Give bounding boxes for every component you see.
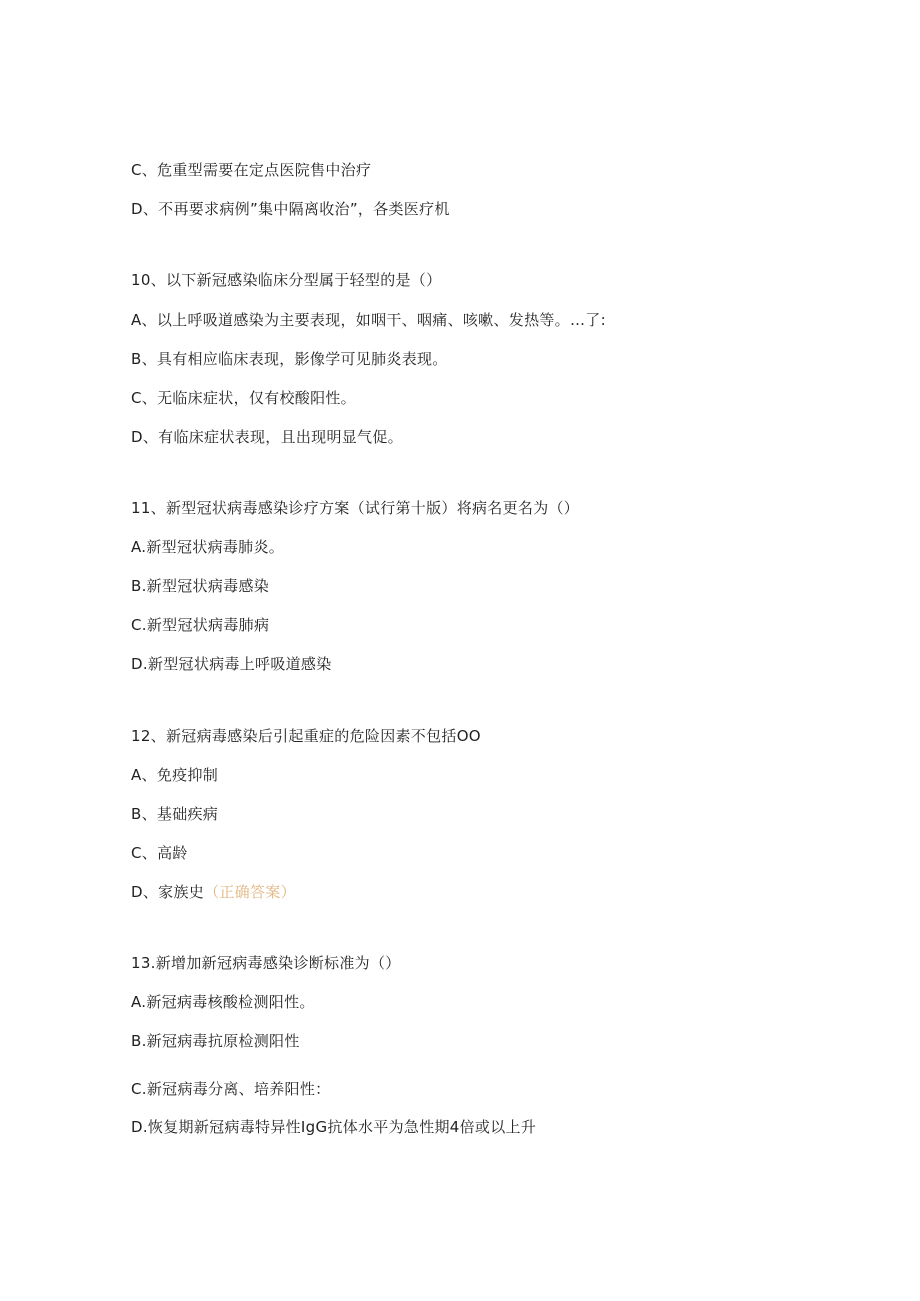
- q12-option-d: [131, 882, 296, 902]
- q13-option-d: D.恢复期新冠病毒特异性IgG抗体水平为急性期4倍或以上升: [131, 1118, 537, 1136]
- q12-option-b: B、基础疾病: [131, 805, 219, 823]
- q11-question: 11、新型冠状病毒感染诊疗方案（试行第十版）将病名更名为（）: [131, 499, 580, 517]
- q13-option-a: A.新冠病毒核酸检测阳性。: [131, 993, 315, 1011]
- q12-option-a: A、免疫抑制: [131, 766, 219, 784]
- q11-option-b: B.新型冠状病毒感染: [131, 577, 270, 595]
- q13-option-c: C.新冠病毒分离、培养阳性：: [131, 1080, 331, 1098]
- q11-option-a: A.新型冠状病毒肺炎。: [131, 538, 285, 556]
- q10-question: 10、以下新冠感染临床分型属于轻型的是（）: [131, 271, 442, 289]
- q10-option-d: D、有临床症状表现，且出现明显气促。: [131, 428, 403, 446]
- q9-option-d: D、不再要求病例”集中隔离收治”，各类医疗机: [131, 200, 450, 218]
- q12-question: 12、新冠病毒感染后引起重症的危险因素不包括OO: [131, 727, 481, 745]
- q10-option-b: B、具有相应临床表现，影像学可见肺炎表现。: [131, 350, 448, 368]
- q13-question: 13.新增加新冠病毒感染诊断标准为（）: [131, 954, 401, 972]
- q12-option-c: C、高龄: [131, 844, 188, 862]
- q11-option-c: C.新型冠状病毒肺病: [131, 616, 270, 634]
- q9-option-c: C、危重型需要在定点医院售中治疗: [131, 161, 372, 179]
- q10-option-a: A、以上呼吸道感染为主要表现，如咽干、咽痛、咳嗽、发热等。…了:: [131, 311, 606, 329]
- correct-answer-tag: （正确答案）: [204, 883, 296, 901]
- q13-option-b: B.新冠病毒抗原检测阳性: [131, 1032, 300, 1050]
- q12-option-d-text: D、家族史: [131, 883, 205, 901]
- q11-option-d: D.新型冠状病毒上呼吸道感染: [131, 655, 332, 673]
- q10-option-c: C、无临床症状，仅有校酸阳性。: [131, 389, 356, 407]
